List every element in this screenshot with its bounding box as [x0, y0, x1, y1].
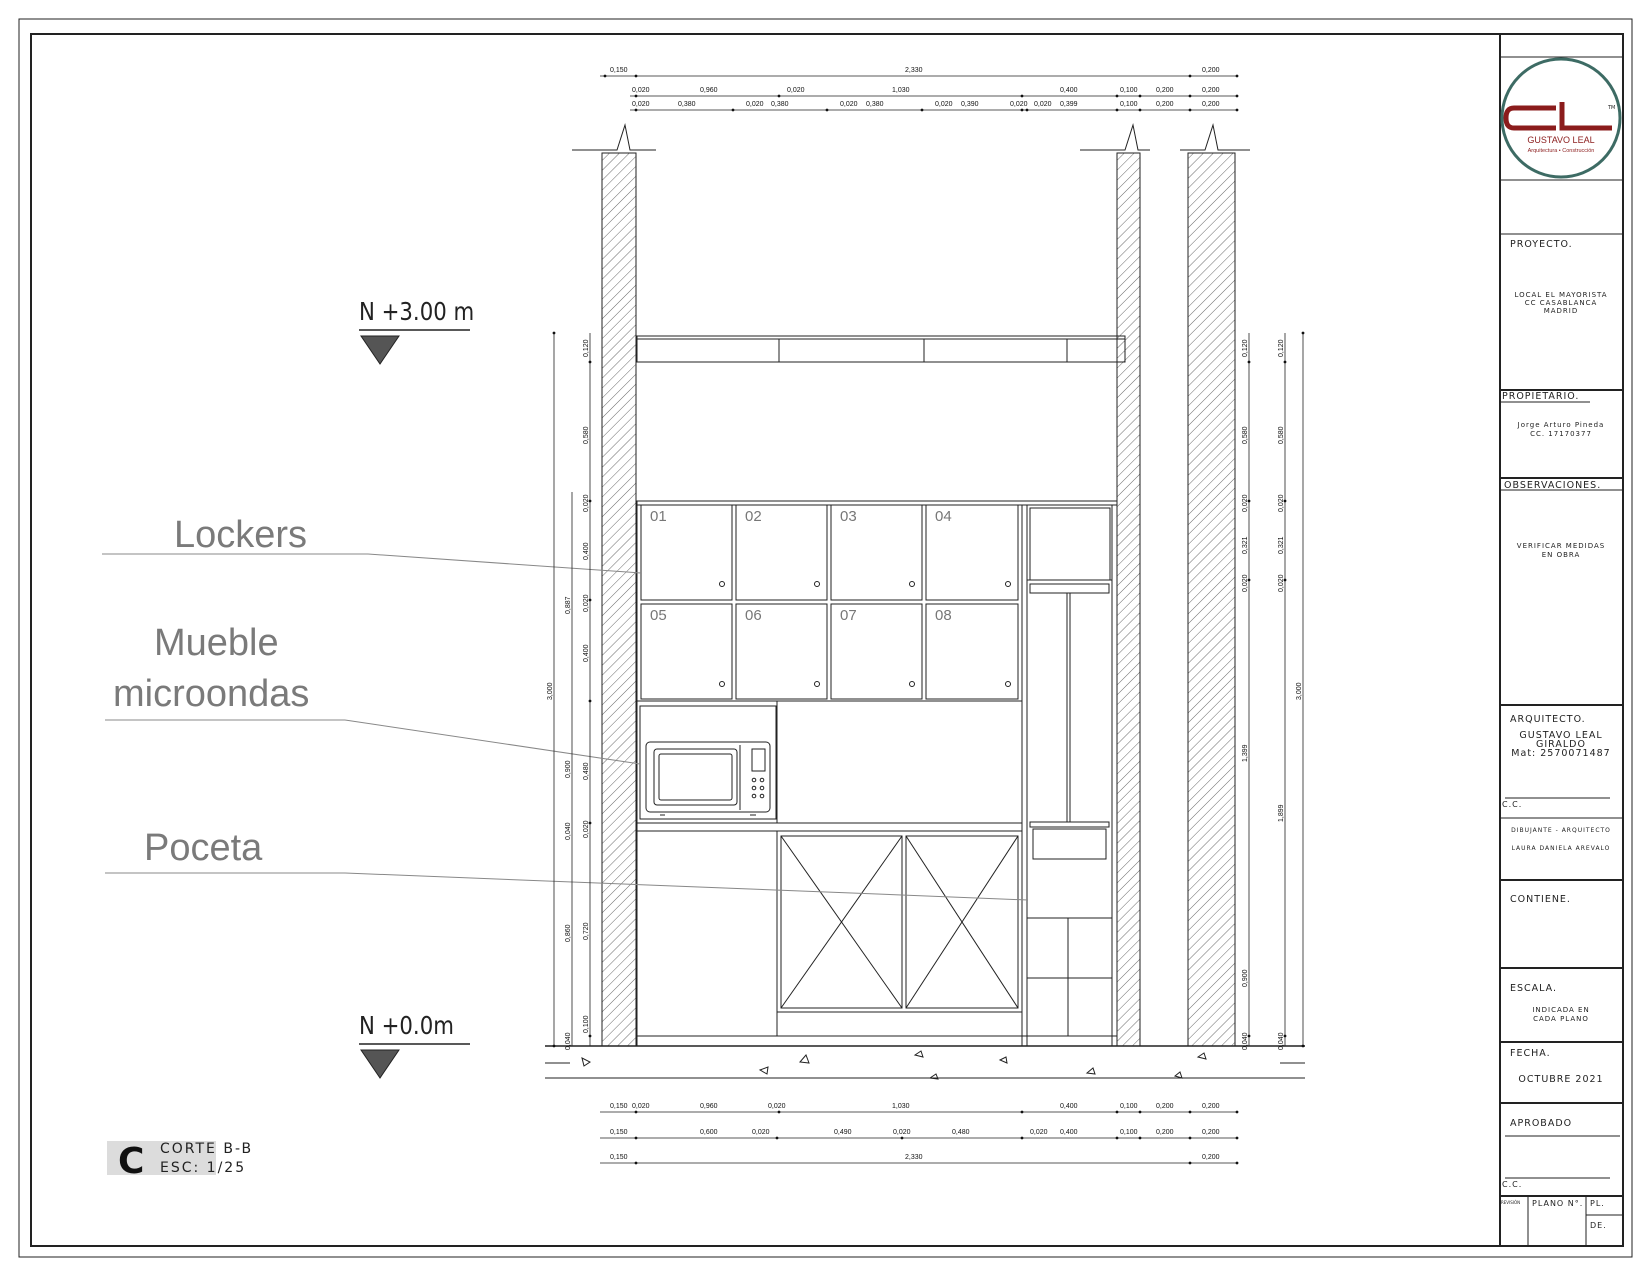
- section-scale: ESC: 1/25: [160, 1160, 247, 1176]
- date-value: OCTUBRE 2021: [1518, 1074, 1604, 1085]
- locker-number: 07: [840, 607, 857, 624]
- dim-label: 3,000: [1296, 682, 1303, 700]
- dim-label: 0,200: [1202, 67, 1220, 74]
- dim-label: 0,900: [1242, 969, 1249, 987]
- logo-name: GUSTAVO LEAL: [1527, 135, 1595, 145]
- project-line3: MADRID: [1543, 307, 1579, 315]
- dim-label: 0,887: [565, 596, 572, 614]
- scale-line2: CADA PLANO: [1533, 1015, 1589, 1023]
- dim-label: 0,040: [1278, 1032, 1285, 1050]
- dim-label: 0,100: [1120, 101, 1138, 108]
- dim-label: 0,490: [834, 1129, 852, 1136]
- dim-label: 2,330: [905, 67, 923, 74]
- dim-label: 0,480: [583, 762, 590, 780]
- dim-label: 0,020: [840, 101, 858, 108]
- dim-label: 3,000: [547, 682, 554, 700]
- dim-label: 0,400: [1060, 1129, 1078, 1136]
- level-bottom-label: N +0.0m: [359, 1011, 454, 1041]
- dim-label: 0,020: [632, 87, 650, 94]
- title-block: [1500, 34, 1623, 1246]
- top-dimension-labels: [610, 67, 1220, 108]
- contains-label: CONTIENE.: [1510, 894, 1571, 905]
- dim-label: 0,040: [565, 1032, 572, 1050]
- dim-label: 0,321: [1278, 536, 1285, 554]
- dim-label: 0,860: [565, 924, 572, 942]
- dim-label: 0,720: [583, 922, 590, 940]
- company-logo: [1502, 59, 1620, 177]
- cc-label-1: C.C.: [1502, 800, 1523, 809]
- dim-label: 0,020: [632, 1103, 650, 1110]
- architect-name1: GUSTAVO LEAL: [1519, 730, 1603, 741]
- dim-label: 2,330: [905, 1154, 923, 1161]
- dim-label: 0,150: [610, 1103, 628, 1110]
- dim-label: 0,150: [610, 1129, 628, 1136]
- level-top-label: N +3.00 m: [359, 297, 475, 327]
- upper-shelf: [637, 336, 1125, 362]
- dim-label: 0,380: [866, 101, 884, 108]
- dim-label: 0,120: [1278, 339, 1285, 357]
- observations-label: OBSERVACIONES.: [1504, 480, 1602, 491]
- logo-tm: TM: [1608, 105, 1616, 111]
- dim-label: 0,020: [935, 101, 953, 108]
- architect-name2: GIRALDO: [1536, 739, 1586, 750]
- locker-number: 02: [745, 508, 762, 525]
- callouts: [102, 514, 1028, 900]
- dim-label: 0,020: [893, 1129, 911, 1136]
- microwave-icon: [646, 742, 770, 815]
- lockers: [641, 505, 1018, 699]
- dim-label: 0,020: [583, 494, 590, 512]
- dim-label: 0,020: [746, 101, 764, 108]
- locker-number: 06: [745, 607, 762, 624]
- callout-microwave-line2: microondas: [113, 673, 310, 715]
- dim-label: 0,020: [1034, 101, 1052, 108]
- dim-label: 0,200: [1202, 87, 1220, 94]
- dim-label: 0,399: [1060, 101, 1078, 108]
- dim-label: 0,400: [1060, 1103, 1078, 1110]
- dim-label: 0,120: [583, 339, 590, 357]
- callout-lockers: Lockers: [174, 514, 308, 556]
- date-label: FECHA.: [1510, 1048, 1551, 1059]
- dim-label: 0,020: [1030, 1129, 1048, 1136]
- drafter-name: LAURA DANIELA AREVALO: [1511, 845, 1611, 852]
- dim-label: 0,400: [583, 542, 590, 560]
- dim-label: 0,900: [565, 760, 572, 778]
- scale-line1: INDICADA EN: [1532, 1006, 1590, 1014]
- walls: [572, 125, 1250, 1046]
- dim-label: 0,200: [1156, 1129, 1174, 1136]
- dim-label: 0,380: [678, 101, 696, 108]
- dim-label: 0,120: [1242, 339, 1249, 357]
- dim-label: 0,400: [1060, 87, 1078, 94]
- dim-label: 0,580: [1242, 426, 1249, 444]
- project-line1: LOCAL EL MAYORISTA: [1514, 291, 1608, 299]
- dim-label: 0,040: [565, 822, 572, 840]
- drafter-label: DIBUJANTE - ARQUITECTO: [1511, 827, 1611, 834]
- dim-label: 0,200: [1202, 101, 1220, 108]
- locker-number: 08: [935, 607, 952, 624]
- dim-label: 0,020: [1278, 574, 1285, 592]
- locker-number: 03: [840, 508, 857, 525]
- dim-label: 0,020: [752, 1129, 770, 1136]
- dim-label: 0,200: [1202, 1154, 1220, 1161]
- dim-label: 0,020: [768, 1103, 786, 1110]
- dim-label: 0,020: [1278, 494, 1285, 512]
- dim-label: 0,150: [610, 1154, 628, 1161]
- section-title: [107, 1141, 253, 1182]
- section-letter: C: [118, 1141, 145, 1182]
- dim-label: 0,600: [700, 1129, 718, 1136]
- section-name: CORTE B-B: [160, 1141, 254, 1157]
- dim-label: 0,200: [1156, 87, 1174, 94]
- pl-label: PL.: [1590, 1199, 1605, 1208]
- dim-label: 1,030: [892, 1103, 910, 1110]
- dim-label: 0,380: [771, 101, 789, 108]
- dim-label: 0,200: [1156, 1103, 1174, 1110]
- dim-label: 0,020: [1242, 494, 1249, 512]
- dim-label: 0,020: [583, 820, 590, 838]
- project-label: PROYECTO.: [1510, 239, 1573, 250]
- dim-label: 1,030: [892, 87, 910, 94]
- dim-label: 0,020: [583, 594, 590, 612]
- right-dimension-labels: [1242, 339, 1303, 1050]
- logo-tagline: Arquitectura • Construcción: [1527, 148, 1595, 154]
- dim-label: 1,399: [1242, 744, 1249, 762]
- dim-label: 0,390: [961, 101, 979, 108]
- dim-label: 0,100: [1120, 87, 1138, 94]
- observations-line2: EN OBRA: [1541, 551, 1581, 559]
- dim-label: 0,200: [1202, 1129, 1220, 1136]
- dim-label: 0,960: [700, 87, 718, 94]
- dim-label: 0,960: [700, 1103, 718, 1110]
- owner-label: PROPIETARIO.: [1502, 391, 1580, 402]
- dim-label: 0,400: [583, 644, 590, 662]
- dim-label: 0,200: [1156, 101, 1174, 108]
- callout-microwave-line1: Mueble: [154, 622, 279, 664]
- cc-label-2: C.C.: [1502, 1180, 1523, 1189]
- architect-registration: Mat: 2570071487: [1511, 748, 1611, 759]
- dim-label: 0,580: [1278, 426, 1285, 444]
- dim-label: 0,321: [1242, 536, 1249, 554]
- observations-line1: VERIFICAR MEDIDAS: [1516, 542, 1606, 550]
- de-label: DE.: [1590, 1221, 1607, 1230]
- dim-label: 0,100: [1120, 1129, 1138, 1136]
- locker-number: 04: [935, 508, 952, 525]
- cabinet: [637, 501, 1117, 1046]
- dim-label: 0,580: [583, 426, 590, 444]
- dim-label: 0,020: [787, 87, 805, 94]
- dim-label: 0,200: [1202, 1103, 1220, 1110]
- scale-label: ESCALA.: [1510, 983, 1558, 994]
- dim-label: 0,040: [1242, 1032, 1249, 1050]
- dim-label: 0,020: [1242, 574, 1249, 592]
- level-marker-top: [359, 297, 474, 364]
- floor-slab: [545, 1046, 1305, 1079]
- dim-label: 0,150: [610, 67, 628, 74]
- dim-label: 0,100: [583, 1015, 590, 1033]
- dim-label: 0,020: [632, 101, 650, 108]
- revision-label: REVISIÓN: [1501, 1200, 1521, 1205]
- locker-number: 05: [650, 607, 667, 624]
- callout-sink: Poceta: [144, 827, 263, 869]
- architect-label: ARQUITECTO.: [1510, 714, 1586, 725]
- dim-label: 1,899: [1278, 804, 1285, 822]
- dim-label: 0,480: [952, 1129, 970, 1136]
- dim-label: 0,100: [1120, 1103, 1138, 1110]
- owner-id: CC. 17170377: [1530, 430, 1592, 438]
- owner-name: Jorge Arturo Pineda: [1517, 421, 1605, 429]
- project-line2: CC CASABLANCA: [1524, 299, 1598, 307]
- left-dimension-labels: [547, 339, 590, 1050]
- plan-number-label: PLANO N°.: [1532, 1199, 1584, 1208]
- dim-label: 0,020: [1010, 101, 1028, 108]
- locker-number: 01: [650, 508, 667, 525]
- level-marker-bottom: [359, 1011, 470, 1078]
- approved-label: APROBADO: [1510, 1118, 1573, 1129]
